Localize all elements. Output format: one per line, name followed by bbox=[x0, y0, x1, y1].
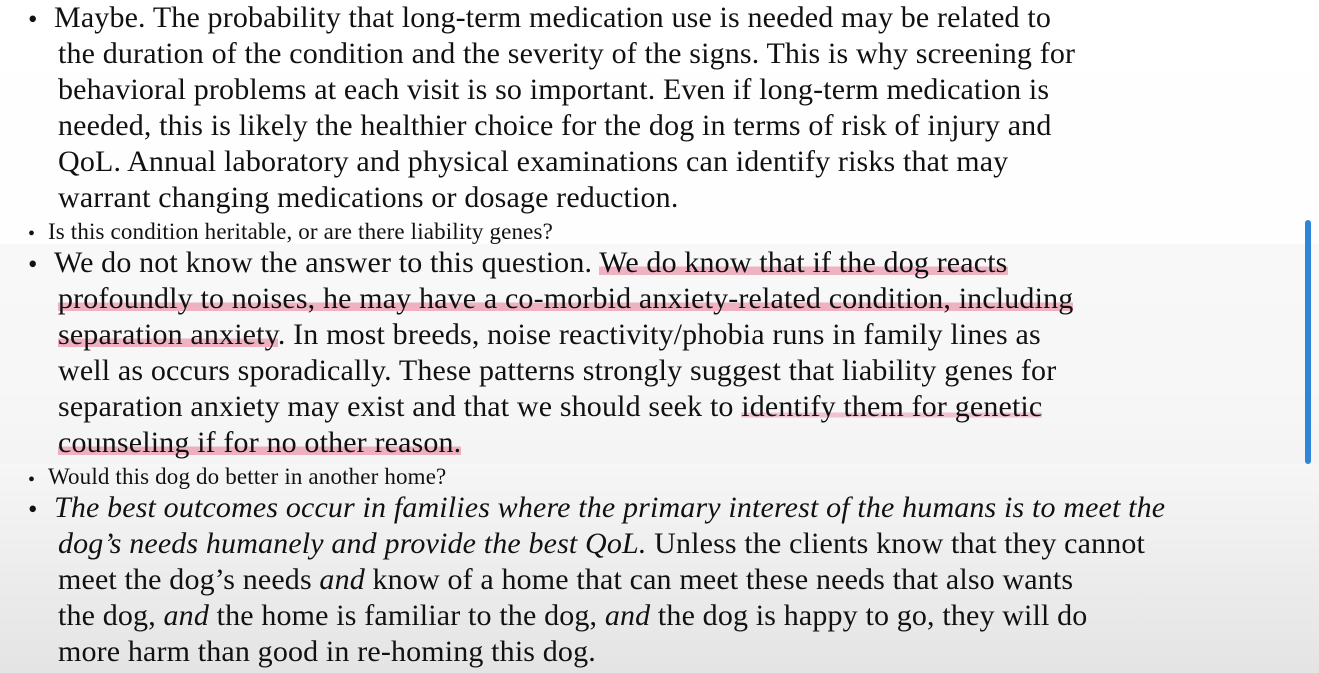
bullet: • bbox=[28, 249, 38, 279]
bullet: • bbox=[28, 4, 38, 34]
question-line: Is this condition heritable, or are there liability genes? bbox=[48, 219, 553, 244]
answer-line bbox=[58, 389, 1042, 425]
answer-line bbox=[58, 317, 1041, 353]
answer-line bbox=[58, 598, 1087, 634]
bullet: • bbox=[28, 494, 38, 524]
bullet: • bbox=[28, 223, 36, 245]
text-run: Unless the clients know that they cannot bbox=[646, 527, 1146, 560]
text-run: . In most breeds, noise reactivity/phobia runs in family lines as bbox=[277, 318, 1041, 351]
answer-line bbox=[58, 425, 461, 461]
answer-line bbox=[58, 281, 1073, 317]
text-run: the dog, bbox=[58, 599, 164, 632]
answer-line: Maybe. The probability that long-term medication use is needed may be related to bbox=[54, 1, 1051, 34]
answer-line: more harm than good in re-homing this dog. bbox=[58, 635, 596, 668]
italic-text: and bbox=[604, 599, 651, 632]
scrollbar[interactable] bbox=[1305, 220, 1311, 464]
text-run: know of a home that can meet these needs that also wants bbox=[364, 563, 1074, 596]
text-run: We do not know the answer to this question. bbox=[54, 246, 600, 279]
answer-line bbox=[54, 490, 1165, 526]
text-run: the home is familiar to the dog, bbox=[208, 599, 605, 632]
answer-line: needed, this is likely the healthier choice for the dog in terms of risk of injury and bbox=[58, 109, 1052, 142]
highlighted-text: We do know that if the dog reacts bbox=[599, 246, 1008, 279]
answer-line bbox=[54, 245, 1008, 281]
highlighted-text: counseling if for no other reason. bbox=[58, 426, 462, 459]
answer-line bbox=[58, 562, 1073, 598]
italic-text: and bbox=[163, 599, 209, 632]
highlighted-text: identify them for genetic bbox=[741, 390, 1043, 423]
answer-line: QoL. Annual laboratory and physical examinations can identify risks that may bbox=[58, 145, 1009, 178]
answer-line: warrant changing medications or dosage reduction. bbox=[58, 181, 679, 214]
answer-line: the duration of the condition and the severity of the signs. This is why screening for bbox=[58, 37, 1076, 70]
italic-text: The best outcomes occur in families where the primary interest of the humans is to meet the bbox=[54, 491, 1166, 524]
bullet: • bbox=[28, 469, 36, 491]
text-run: separation anxiety may exist and that we should seek to bbox=[58, 390, 742, 423]
italic-text: dog’s needs humanely and provide the best QoL. bbox=[58, 527, 647, 560]
text-run: the dog is happy to go, they will do bbox=[650, 599, 1088, 632]
highlighted-text: profoundly to noises, he may have a co-morbid anxiety-related condition, including bbox=[58, 282, 1074, 315]
highlighted-text: separation anxiety bbox=[58, 318, 278, 351]
question-line: Would this dog do better in another home? bbox=[48, 464, 447, 489]
answer-line: behavioral problems at each visit is so important. Even if long-term medication is bbox=[58, 73, 1050, 106]
text-run: meet the dog’s needs bbox=[58, 563, 320, 596]
italic-text: and bbox=[319, 563, 365, 596]
answer-line bbox=[58, 526, 1145, 562]
answer-line: well as occurs sporadically. These patterns strongly suggest that liability genes for bbox=[58, 354, 1057, 387]
